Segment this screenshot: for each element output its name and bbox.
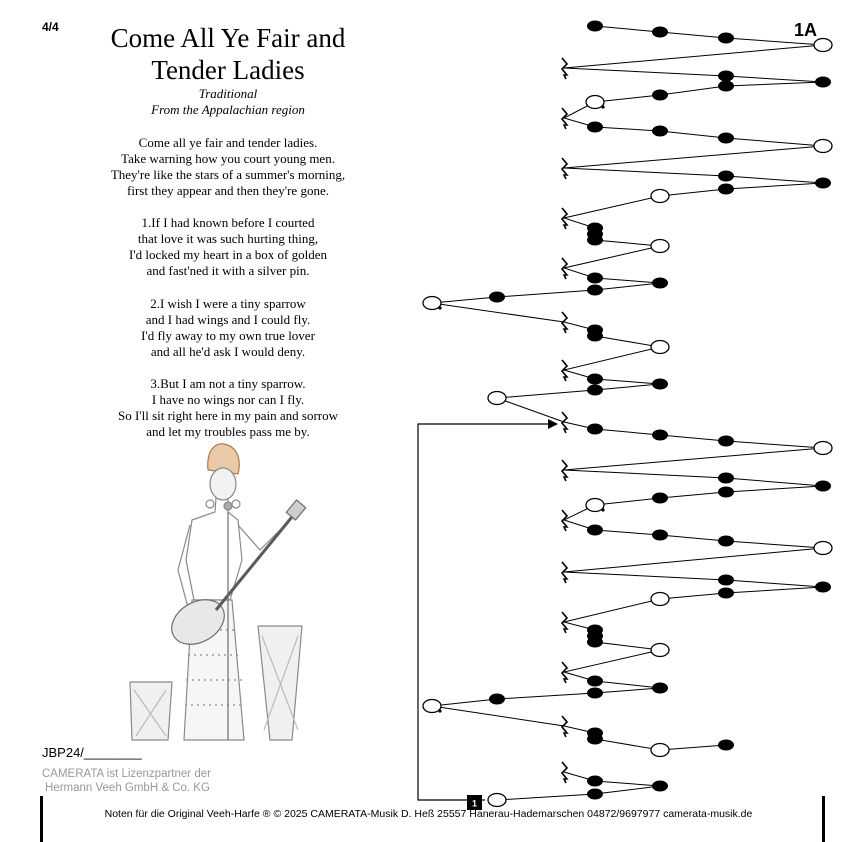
quarter-note: [587, 122, 603, 133]
time-signature: 4/4: [42, 20, 59, 34]
verse-line: Take warning how you court young men.: [121, 151, 335, 166]
note-connector: [432, 650, 660, 706]
half-note: [651, 240, 669, 253]
quarter-note: [652, 126, 668, 137]
verse-line: I have no wings nor can I fly.: [151, 392, 305, 407]
quarter-note: [718, 575, 734, 586]
half-note: [814, 442, 832, 455]
quarter-note: [652, 530, 668, 541]
quarter-note: [718, 588, 734, 599]
note-dot: [601, 105, 604, 108]
quarter-note: [718, 171, 734, 182]
half-note: [488, 794, 506, 807]
sheet-label: 1A: [793, 20, 817, 40]
half-note: [814, 542, 832, 555]
repeat-path: [418, 419, 558, 810]
note-connector: [432, 706, 726, 750]
quarter-note: [718, 740, 734, 751]
verse-line: and let my troubles pass me by.: [146, 424, 310, 439]
note-connector-lines: [432, 26, 823, 800]
dotted-half-note: [586, 499, 604, 512]
repeat-marker-label: 1: [471, 798, 478, 809]
note-connector: [432, 246, 660, 303]
quarter-note: [718, 184, 734, 195]
note-dot: [438, 709, 441, 712]
footer-copyright: Noten für die Original Veeh-Harfe ® © 2025 CAMERATA-Musik D. Heß 25557 Hanerau-Hademarschen 04872/9697977 camerata-musik.de: [104, 808, 753, 820]
quarter-note: [587, 734, 603, 745]
quarter-note: [815, 178, 831, 189]
half-note: [651, 190, 669, 203]
verse-line: first they appear and then they're gone.: [127, 183, 329, 198]
quarter-note: [587, 331, 603, 342]
quarter-note: [718, 133, 734, 144]
quarter-note: [489, 292, 505, 303]
quarter-note: [652, 379, 668, 390]
note-heads: [423, 21, 832, 807]
quarter-note: [718, 33, 734, 44]
note-connector: [564, 45, 823, 102]
verse-line: and fast'ned it with a silver pin.: [146, 263, 310, 278]
quarter-note: [652, 27, 668, 38]
note-connector: [595, 26, 823, 45]
quarter-note: [587, 676, 603, 687]
note-connector: [497, 772, 660, 800]
quarter-note: [718, 473, 734, 484]
subtitle: Traditional: [198, 86, 258, 101]
verse-line: that love it was such hurting thing,: [137, 231, 319, 246]
verse-line: So I'll sit right here in my pain and sorrow: [117, 408, 339, 423]
arrow-right-icon: [548, 419, 558, 429]
verse-line: I'd fly away to my own true lover: [141, 328, 315, 343]
verse-line: 3.But I am not a tiny sparrow.: [150, 376, 306, 391]
note-connector: [564, 599, 660, 650]
quarter-note: [489, 694, 505, 705]
quarter-note: [587, 776, 603, 787]
half-note: [814, 140, 832, 153]
quarter-note: [587, 273, 603, 284]
quarter-note: [815, 582, 831, 593]
license-line: CAMERATA ist Lizenzpartner der: [42, 768, 211, 780]
quarter-note: [718, 81, 734, 92]
half-note: [814, 39, 832, 52]
rest-symbols: [562, 58, 567, 783]
dotted-half-note: [586, 96, 604, 109]
quarter-note: [587, 21, 603, 32]
quarter-note: [587, 424, 603, 435]
dotted-half-note: [423, 700, 441, 713]
note-connector: [564, 548, 823, 599]
half-note: [651, 593, 669, 606]
quarter-note: [652, 683, 668, 694]
verse-line: They're like the stars of a summer's morning,: [110, 167, 346, 182]
quarter-note: [718, 536, 734, 547]
note-dot: [601, 508, 604, 511]
note-connector: [564, 448, 823, 505]
note-connector: [564, 196, 660, 246]
dotted-half-note: [423, 297, 441, 310]
verse-line: I'd locked my heart in a box of golden: [128, 247, 327, 262]
catalog-number: JBP24/________: [42, 745, 142, 760]
note-connector: [432, 303, 660, 347]
quarter-note: [652, 781, 668, 792]
note-connector: [564, 146, 823, 196]
title-line-2: Tender Ladies: [151, 55, 305, 85]
quarter-note: [587, 385, 603, 396]
quarter-note: [587, 637, 603, 648]
half-note: [651, 644, 669, 657]
verse-line: and I had wings and I could fly.: [145, 312, 311, 327]
quarter-note: [815, 77, 831, 88]
half-note: [488, 392, 506, 405]
title-line-1: Come All Ye Fair and: [110, 23, 346, 53]
quarter-note: [587, 374, 603, 385]
note-connector: [497, 347, 660, 398]
quarter-note: [587, 525, 603, 536]
origin-note: From the Appalachian region: [151, 102, 305, 117]
quarter-note: [718, 71, 734, 82]
quarter-note: [652, 493, 668, 504]
verse-line: and all he'd ask I would deny.: [150, 344, 306, 359]
verse-line: 1.If I had known before I courted: [141, 215, 315, 230]
quarter-note: [587, 235, 603, 246]
quarter-note: [718, 487, 734, 498]
half-note: [651, 341, 669, 354]
quarter-note: [652, 90, 668, 101]
license-line: Hermann Veeh GmbH & Co. KG: [45, 782, 210, 794]
quarter-note: [652, 430, 668, 441]
note-connector: [564, 102, 823, 146]
verse-line: 2.I wish I were a tiny sparrow: [150, 296, 306, 311]
quarter-note: [652, 278, 668, 289]
quarter-note: [587, 688, 603, 699]
quarter-note: [815, 481, 831, 492]
quarter-note: [587, 789, 603, 800]
half-note: [651, 744, 669, 757]
quarter-note: [587, 285, 603, 296]
quarter-note: [718, 436, 734, 447]
note-dot: [438, 306, 441, 309]
verse-line: Come all ye fair and tender ladies.: [138, 135, 318, 150]
